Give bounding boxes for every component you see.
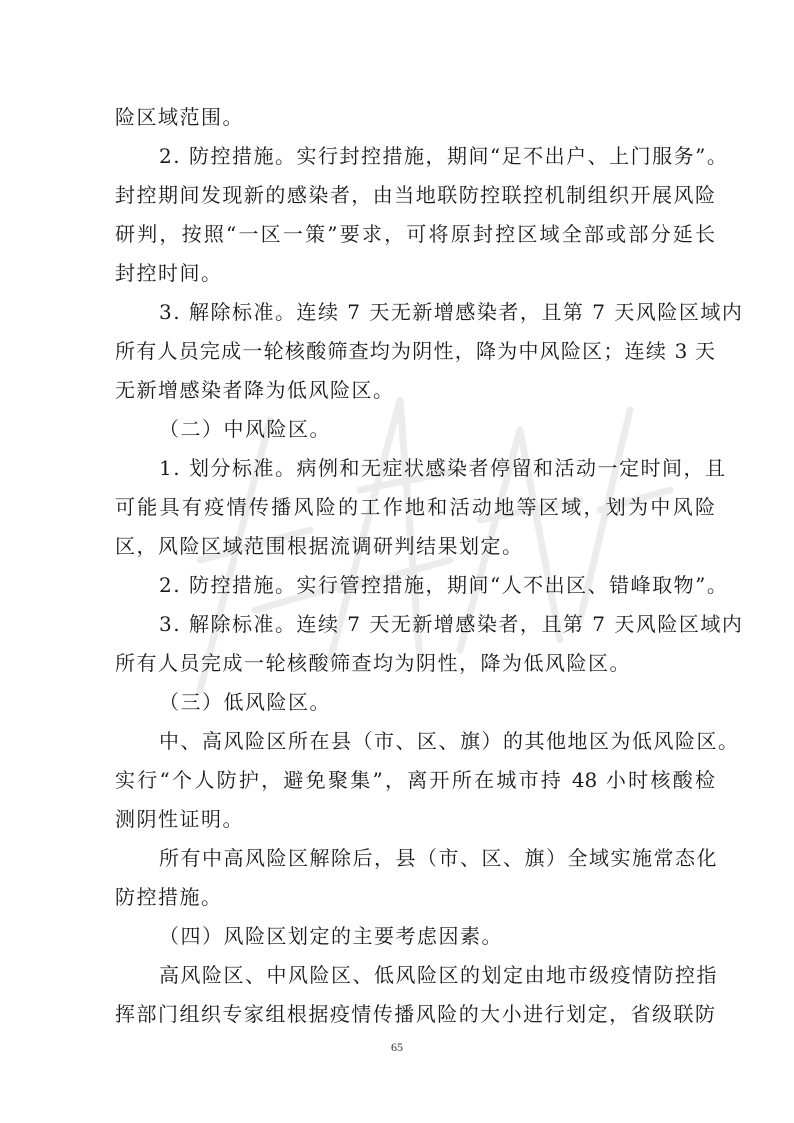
text-line: 封控期间发现新的感染者，由当地联防控联控机制组织开展风险 [115, 183, 715, 207]
text-line: 所有人员完成一轮核酸筛查均为阴性，降为低风险区。 [115, 651, 631, 675]
text-line: 3. 解除标准。连续 7 天无新增感染者，且第 7 天风险区域内 [159, 612, 744, 636]
text-line: 实行“个人防护，避免聚集”，离开所在城市持 48 小时核酸检 [115, 768, 715, 792]
text-line: 高风险区、中风险区、低风险区的划定由地市级疫情防控指 [159, 963, 718, 987]
text-line: 1. 划分标准。病例和无症状感染者停留和活动一定时间，且 [159, 456, 727, 480]
section-heading: （三）低风险区。 [159, 690, 331, 714]
text-line: 可能具有疫情传播风险的工作地和活动地等区域，划为中风险 [115, 495, 715, 519]
document-body [115, 98, 744, 1034]
text-line: 测阴性证明。 [115, 807, 244, 831]
text-line: 区，风险区域范围根据流调研判结果划定。 [115, 534, 524, 558]
text-line: 2. 防控措施。实行封控措施，期间“足不出户、上门服务”。 [159, 144, 729, 168]
text-line: 所有中高风险区解除后，县（市、区、旗）全域实施常态化 [159, 846, 718, 870]
section-heading: （二）中风险区。 [159, 417, 331, 441]
text-line: 3. 解除标准。连续 7 天无新增感染者，且第 7 天风险区域内 [159, 300, 744, 324]
text-line: 研判，按照“一区一策”要求，可将原封控区域全部或部分延长 [115, 222, 715, 246]
text-line: 险区域范围。 [115, 105, 244, 129]
text-line: 防控措施。 [115, 885, 223, 909]
text-line: 所有人员完成一轮核酸筛查均为阴性，降为中风险区；连续 3 天 [115, 339, 715, 363]
text-line: 无新增感染者降为低风险区。 [115, 378, 395, 402]
text-line: 中、高风险区所在县（市、区、旗）的其他地区为低风险区。 [159, 729, 740, 753]
page-number: 65 [391, 1040, 403, 1054]
section-heading: （四）风险区划定的主要考虑因素。 [159, 924, 503, 948]
text-line: 封控时间。 [115, 261, 223, 285]
text-line: 2. 防控措施。实行管控措施，期间“人不出区、错峰取物”。 [159, 573, 729, 597]
text-line: 挥部门组织专家组根据疫情传播风险的大小进行划定，省级联防 [115, 1002, 715, 1026]
